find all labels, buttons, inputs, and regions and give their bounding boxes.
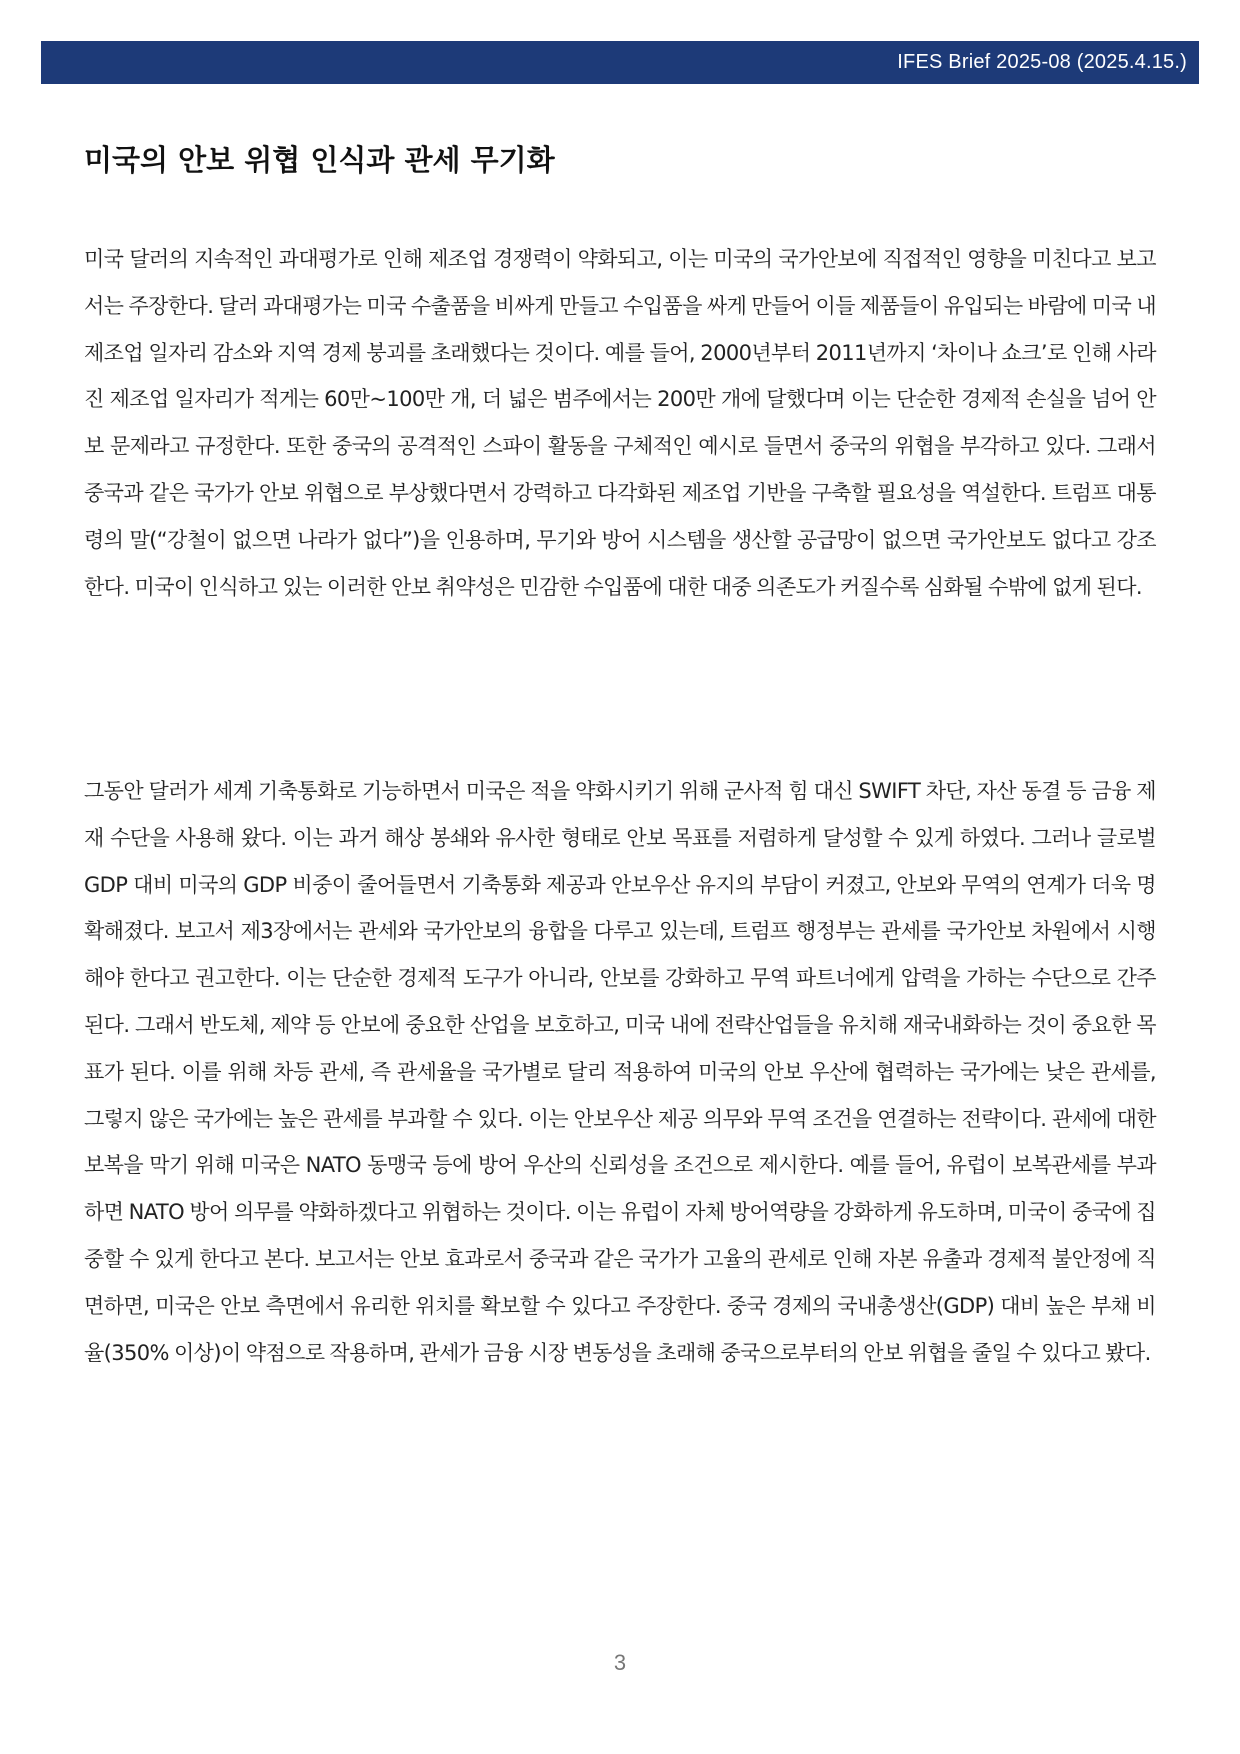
body-paragraph-2: 그동안 달러가 세계 기축통화로 기능하면서 미국은 적을 약화시키기 위해 군사적 힘 대신 SWIFT 차단, 자산 동결 등 금융 제재 수단을 사용해 왔다. 이는 과거 해상 봉쇄와 유사한 형태로 안보 목표를 저렴하게 달성할 수 있게 하였다. 그러나 글로벌 GDP 대비 미국의 GDP 비중이 줄어들면서 기축통화 제공과 안보우산 유지의 부담이 커졌고, 안보와 무역의 연계가 더욱 명확해졌다. 보고서 제3장에서는 관세와 국가안보의 융합을 다루고 있는데, 트럼프 행정부는 관세를 국가안보 차원에서 시행해야 한다고 권고한다. 이는 단순한 경제적 도구가 아니라, 안보를 강화하고 무역 파트너에게 압력을 가하는 수단으로 간주된다. 그래서 반도체, 제약 등 안보에 중요한 산업을 보호하고, 미국 내에 전략산업들을 유치해 재국내화하는 것이 중요한 목표가 된다. 이를 위해 차등 관세, 즉 관세율을 국가별로 달리 적용하여 미국의 안보 우산에 협력하는 국가에는 낮은 관세를, 그렇지 않은 국가에는 높은 관세를 부과할 수 있다. 이는 안보우산 제공 의무와 무역 조건을 연결하는 전략이다. 관세에 대한 보복을 막기 위해 미국은 NATO 동맹국 등에 방어 우산의 신뢰성을 조건으로 제시한다. 예를 들어, 유럽이 보복관세를 부과하면 NATO 방어 의무를 약화하겠다고 위협하는 것이다. 이는 유럽이 자체 방어역량을 강화하게 유도하며, 미국이 중국에 집중할 수 있게 한다고 본다. 보고서는 안보 효과로서 중국과 같은 국가가 고율의 관세로 인해 자본 유출과 경제적 불안정에 직면하면, 미국은 안보 측면에서 유리한 위치를 확보할 수 있다고 주장한다. 중국 경제의 국내총생산(GDP) 대비 높은 부채 비율(350% 이상)이 약점으로 작용하며, 관세가 금융 시장 변동성을 초래해 중국으로부터의 안보 위협을 줄일 수 있다고 봤다. [84, 779, 1156, 1365]
page-title: 미국의 안보 위협 인식과 관세 무기화 [84, 143, 555, 177]
header-bar [41, 41, 1199, 84]
body-paragraph-1: 미국 달러의 지속적인 과대평가로 인해 제조업 경쟁력이 약화되고, 이는 미국의 국가안보에 직접적인 영향을 미친다고 보고서는 주장한다. 달러 과대평가는 미국 수출품을 비싸게 만들고 수입품을 싸게 만들어 이들 제품들이 유입되는 바람에 미국 내 제조업 일자리 감소와 지역 경제 붕괴를 초래했다는 것이다. 예를 들어, 2000년부터 2011년까지 ‘차이나 쇼크’로 인해 사라진 제조업 일자리가 적게는 60만~100만 개, 더 넓은 범주에서는 200만 개에 달했다며 이는 단순한 경제적 손실을 넘어 안보 문제라고 규정한다. 또한 중국의 공격적인 스파이 활동을 구체적인 예시로 들면서 중국의 위협을 부각하고 있다. 그래서 중국과 같은 국가가 안보 위협으로 부상했다면서 강력하고 다각화된 제조업 기반을 구축할 필요성을 역설한다. 트럼프 대통령의 말(“강철이 없으면 나라가 없다”)을 인용하며, 무기와 방어 시스템을 생산할 공급망이 없으면 국가안보도 없다고 강조한다. 미국이 인식하고 있는 이러한 안보 취약성은 민감한 수입품에 대한 대중 의존도가 커질수록 심화될 수밖에 없게 된다. [84, 247, 1156, 599]
brief-label: IFES Brief 2025-08 (2025.4.15.) [897, 51, 1187, 73]
page-number: 3 [613, 1650, 627, 1675]
